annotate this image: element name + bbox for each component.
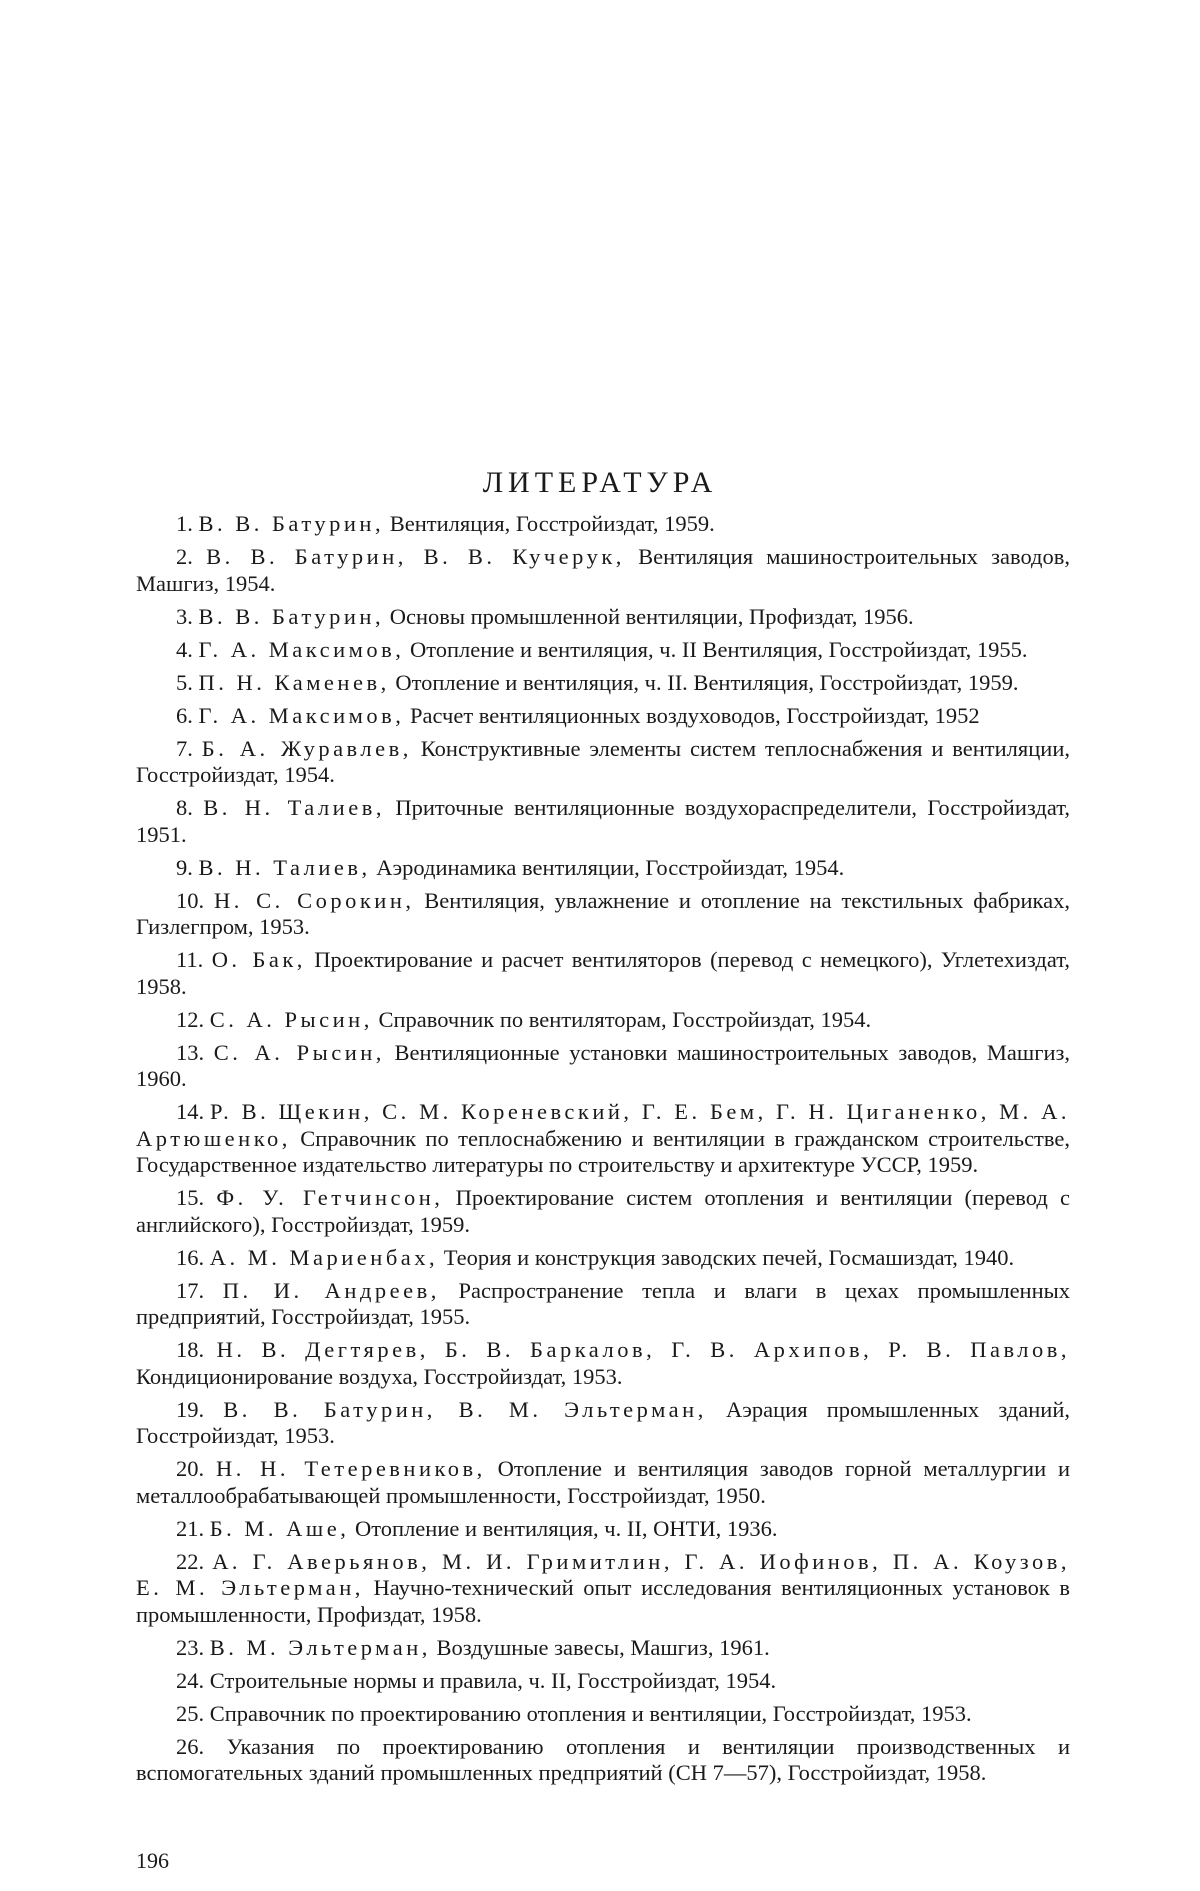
reference-item <box>136 670 1070 697</box>
reference-number: 11. <box>176 947 204 972</box>
reference-number: 26. <box>176 1733 205 1759</box>
page-number: 196 <box>136 1848 169 1873</box>
reference-text: Вентиляционные установки машиностроительных заводов, Машгиз, 1960. <box>136 1039 1070 1091</box>
reference-authors: С. А. Рысин, <box>209 1006 373 1032</box>
reference-item <box>136 1099 1070 1179</box>
reference-number: 19. <box>176 1396 205 1422</box>
reference-item <box>136 1245 1070 1272</box>
reference-text: Справочник по вентиляторам, Госстройиздат, 1954. <box>372 1006 872 1032</box>
reference-item <box>136 637 1070 664</box>
reference-number: 17. <box>176 1277 205 1303</box>
reference-number: 14. <box>176 1099 205 1124</box>
reference-number: 15. <box>176 1185 205 1210</box>
reference-authors: В. В. Батурин, В. В. Кучерук, <box>206 544 625 569</box>
reference-authors: Б. М. Аше, <box>209 1515 350 1541</box>
reference-item <box>136 1516 1070 1543</box>
reference-number: 1. <box>176 511 193 536</box>
reference-text: Справочник по теплоснабжению и вентиляции в гражданском строительстве, Государственное издательство литературы по строительству и архитектуре УССР, 1959. <box>136 1125 1070 1177</box>
reference-number: 21. <box>176 1515 205 1541</box>
reference-authors: Г. А. Максимов, <box>198 702 405 728</box>
reference-item <box>136 947 1070 1000</box>
reference-item <box>136 855 1070 882</box>
reference-text: Конструктивные элементы систем теплоснабжения и вентиляции, Госстройиздат, 1954. <box>136 735 1071 787</box>
reference-item <box>136 511 1070 538</box>
reference-text: Справочник по проектированию отопления и вентиляции, Госстройиздат, 1953. <box>209 1700 972 1726</box>
reference-text: Отопление и вентиляция, ч. II, ОНТИ, 1936. <box>349 1515 778 1541</box>
reference-text: Проектирование систем отопления и вентиляции (перевод с английского), Госстройиздат, 1959. <box>136 1185 1070 1237</box>
reference-item <box>136 1668 1070 1695</box>
reference-item <box>136 1278 1070 1331</box>
reference-text: Отопление и вентиляция заводов горной металлургии и металлообрабатывающей промышленности, Госстройиздат, 1950. <box>136 1456 1071 1508</box>
page-title: ЛИТЕРАТУРА <box>482 466 718 500</box>
reference-list <box>136 511 1070 1793</box>
reference-item <box>136 703 1070 730</box>
reference-item <box>136 795 1070 848</box>
reference-item <box>136 1701 1070 1728</box>
reference-number: 13. <box>176 1039 205 1065</box>
reference-text: Воздушные завесы, Машгиз, 1961. <box>430 1634 770 1660</box>
reference-number: 20. <box>176 1456 205 1481</box>
reference-item <box>136 1040 1070 1093</box>
reference-authors: Ф. У. Гетчинсон, <box>216 1185 444 1210</box>
reference-item <box>136 1635 1070 1662</box>
reference-item <box>136 1734 1070 1787</box>
reference-authors: А. Г. Аверьянов, М. И. Гримитлин, Г. А. Иофинов, П. А. Коузов, Е. М. Эльтерман, <box>136 1548 1070 1600</box>
reference-authors: В. В. Батурин, В. М. Эльтерман, <box>223 1396 707 1422</box>
reference-authors: П. Н. Каменев, <box>198 669 390 695</box>
reference-authors: С. А. Рысин, <box>213 1039 385 1065</box>
reference-authors: П. И. Андреев, <box>222 1277 440 1303</box>
reference-item <box>136 1397 1070 1450</box>
reference-authors: Н. В. Дегтярев, Б. В. Баркалов, Г. В. Архипов, Р. В. Павлов, <box>216 1337 1071 1362</box>
reference-text: Аэродинамика вентиляции, Госстройиздат, 1954. <box>370 854 845 880</box>
reference-number: 9. <box>176 854 193 880</box>
reference-item <box>136 604 1070 631</box>
reference-authors: Г. А. Максимов, <box>198 636 405 662</box>
reference-authors: Н. С. Сорокин, <box>213 887 415 913</box>
reference-authors: Б. А. Журавлев, <box>201 735 412 761</box>
reference-number: 2. <box>176 544 193 569</box>
reference-authors: В. Н. Талиев, <box>203 795 385 820</box>
reference-number: 23. <box>176 1634 205 1660</box>
reference-authors: А. М. Мариенбах, <box>209 1244 439 1270</box>
reference-number: 3. <box>176 603 193 629</box>
reference-number: 12. <box>176 1006 205 1032</box>
reference-number: 22. <box>176 1548 205 1574</box>
reference-item <box>136 544 1070 597</box>
reference-text: Распространение тепла и влаги в цехах промышленных предприятий, Госстройиздат, 1955. <box>136 1277 1071 1329</box>
reference-number: 7. <box>176 735 193 761</box>
reference-item <box>136 1185 1070 1238</box>
reference-text: Кондиционирование воздуха, Госстройиздат, 1953. <box>136 1363 623 1389</box>
reference-number: 10. <box>176 887 205 913</box>
reference-item <box>136 1456 1070 1509</box>
reference-authors: В. Н. Талиев, <box>198 854 371 880</box>
reference-text: Расчет вентиляционных воздуховодов, Госстройиздат, 1952 <box>404 702 980 728</box>
reference-text: Отопление и вентиляция, ч. II. Вентиляция, Госстройиздат, 1959. <box>389 669 1019 695</box>
reference-number: 25. <box>176 1700 205 1726</box>
reference-authors: Н. Н. Тетеревников, <box>215 1456 486 1481</box>
reference-authors: Р. В. Щекин, С. М. Кореневский, Г. Е. Бем, Г. Н. Циганенко, М. А. Артюшенко, <box>136 1099 1070 1151</box>
reference-item <box>136 1337 1070 1390</box>
reference-item <box>136 1549 1070 1629</box>
reference-text: Приточные вентиляционные воздухораспределители, Госстройиздат, 1951. <box>136 795 1070 847</box>
reference-text: Вентиляция, Госстройиздат, 1959. <box>384 511 715 536</box>
reference-number: 4. <box>176 636 193 662</box>
reference-text: Проектирование и расчет вентиляторов (перевод с немецкого), Углетехиздат, 1958. <box>136 947 1071 999</box>
reference-number: 18. <box>176 1337 205 1362</box>
reference-text: Научно-технический опыт исследования вентиляционных установок в промышленности, Профиздат, 1958. <box>136 1575 1070 1627</box>
reference-authors: В. В. Батурин, <box>198 511 385 536</box>
reference-text: Теория и конструкция заводских печей, Госмашиздат, 1940. <box>438 1244 1015 1270</box>
reference-number: 6. <box>176 702 193 728</box>
reference-text: Отопление и вентиляция, ч. II Вентиляция, Госстройиздат, 1955. <box>404 636 1028 662</box>
reference-text: Основы промышленной вентиляции, Профиздат, 1956. <box>384 603 914 629</box>
reference-text: Указания по проектированию отопления и вентиляции производственных и вспомогательных зданий промышленных предприятий (СН 7—57), Госстройиздат, 1958. <box>136 1733 1071 1785</box>
reference-text: Строительные нормы и правила, ч. II, Госстройиздат, 1954. <box>209 1667 777 1693</box>
reference-item <box>136 736 1070 789</box>
reference-authors: О. Бак, <box>211 947 306 972</box>
reference-number: 5. <box>176 669 193 695</box>
reference-authors: В. М. Эльтерман, <box>209 1634 431 1660</box>
reference-item <box>136 1007 1070 1034</box>
reference-number: 8. <box>176 795 193 820</box>
reference-number: 16. <box>176 1244 205 1270</box>
reference-authors: В. В. Батурин, <box>198 603 385 629</box>
reference-text: Вентиляция, увлажнение и отопление на текстильных фабриках, Гизлегпром, 1953. <box>136 887 1070 939</box>
reference-number: 24. <box>176 1667 205 1693</box>
reference-text: Аэрация промышленных зданий, Госстройиздат, 1953. <box>136 1396 1070 1448</box>
reference-item <box>136 888 1070 941</box>
reference-text: Вентиляция машиностроительных заводов, Машгиз, 1954. <box>136 544 1071 596</box>
